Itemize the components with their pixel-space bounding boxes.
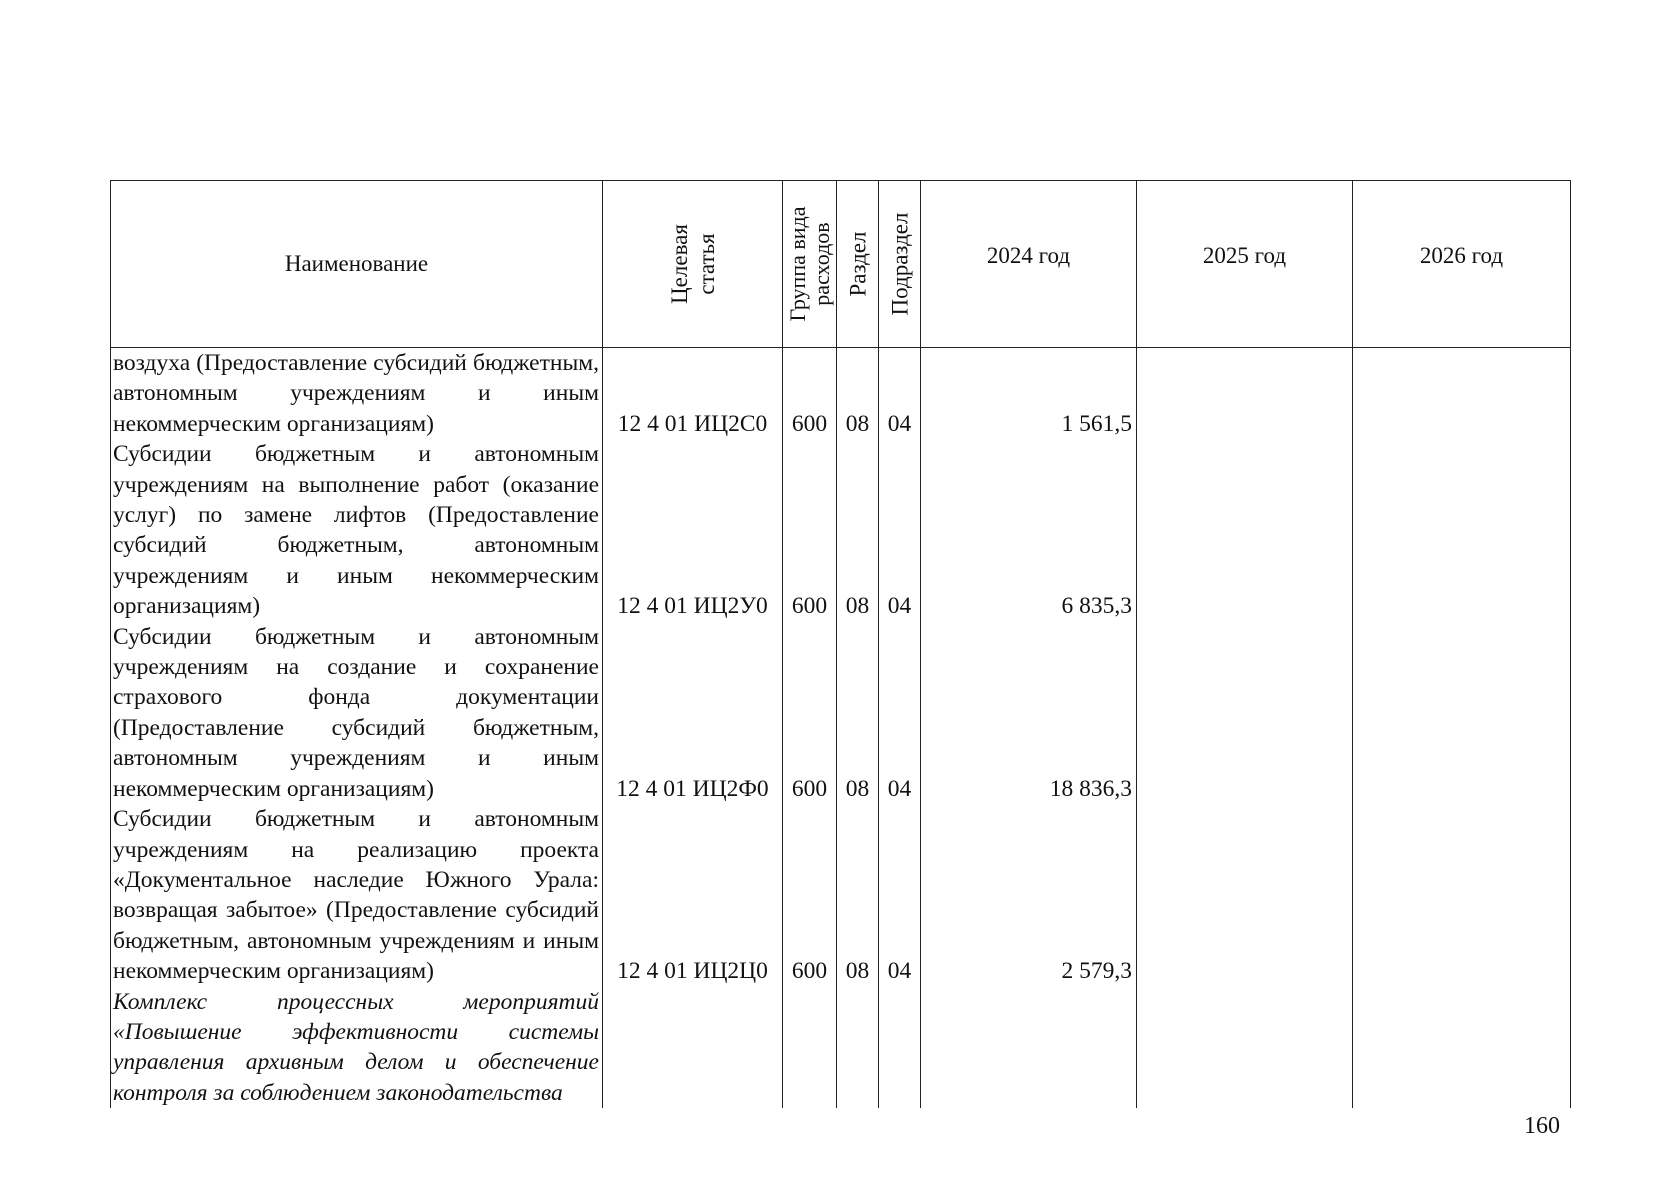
row-2025: [1137, 987, 1353, 1109]
row-subsection: [879, 987, 921, 1109]
row-target-article: 12 4 01 ИЦ2Ф0: [603, 622, 783, 804]
row-section: 08: [837, 622, 879, 804]
row-section: 08: [837, 439, 879, 621]
row-2024: 6 835,3: [921, 439, 1137, 621]
row-expense-group: 600: [783, 622, 837, 804]
row-2025: [1137, 439, 1353, 621]
row-2024: 18 836,3: [921, 622, 1137, 804]
row-target-article: 12 4 01 ИЦ2У0: [603, 439, 783, 621]
header-name: [111, 181, 603, 348]
header-name-label: Наименование: [284, 251, 429, 276]
header-subsection-label: Подраздел: [887, 212, 912, 316]
table-row: [111, 987, 1571, 1109]
header-row: [111, 181, 1571, 348]
row-name-complex: Комплекс процессных мероприятий «Повышение эффективности системы управления архивным делом и обеспечение контроля за соблюдением законодательства: [111, 987, 603, 1109]
row-section: 08: [837, 348, 879, 440]
row-2025: [1137, 622, 1353, 804]
row-subsection: 04: [879, 622, 921, 804]
header-subsection: [879, 181, 921, 348]
row-section: 08: [837, 804, 879, 986]
row-2026: [1353, 348, 1571, 440]
row-name: воздуха (Предоставление субсидий бюджетным, автономным учреждениям и иным некоммерческим организациям): [111, 348, 603, 440]
row-2025: [1137, 804, 1353, 986]
header-section-label: Раздел: [845, 231, 870, 297]
header-section: [837, 181, 879, 348]
header-2024-label: 2024 год: [986, 243, 1071, 268]
row-target-article: [603, 987, 783, 1109]
header-target-article-label: Целевая статья: [666, 224, 719, 304]
header-target-article: [603, 181, 783, 348]
row-subsection: 04: [879, 439, 921, 621]
row-2024: 1 561,5: [921, 348, 1137, 440]
row-subsection: 04: [879, 804, 921, 986]
row-section: [837, 987, 879, 1109]
table-row: [111, 804, 1571, 986]
table-row: [111, 439, 1571, 621]
header-2025: [1137, 181, 1353, 348]
header-2026-label: 2026 год: [1419, 243, 1504, 268]
header-expense-group: [783, 181, 837, 348]
row-2025: [1137, 348, 1353, 440]
header-2024: [921, 181, 1137, 348]
row-name: Субсидии бюджетным и автономным учреждениям на реализацию проекта «Документальное наследие Южного Урала: возвращая забытое» (Предоставление субсидий бюджетным, автономным учреждениям и иным некоммерческим организациям): [111, 804, 603, 986]
table-row: [111, 348, 1571, 440]
row-2026: [1353, 439, 1571, 621]
page-number: 160: [1524, 1113, 1560, 1139]
row-2024: 2 579,3: [921, 804, 1137, 986]
row-subsection: 04: [879, 348, 921, 440]
row-2026: [1353, 622, 1571, 804]
row-2026: [1353, 987, 1571, 1109]
row-2026: [1353, 804, 1571, 986]
row-expense-group: 600: [783, 348, 837, 440]
row-target-article: 12 4 01 ИЦ2Ц0: [603, 804, 783, 986]
row-expense-group: 600: [783, 804, 837, 986]
row-expense-group: [783, 987, 837, 1109]
row-name: Субсидии бюджетным и автономным учреждениям на выполнение работ (оказание услуг) по замене лифтов (Предоставление субсидий бюджетным, автономным учреждениям и иным некоммерческим организациям): [111, 439, 603, 621]
row-target-article: 12 4 01 ИЦ2С0: [603, 348, 783, 440]
header-2026: [1353, 181, 1571, 348]
row-name: Субсидии бюджетным и автономным учреждениям на создание и сохранение страхового фонда документации (Предоставление субсидий бюджетным, автономным учреждениям и иным некоммерческим организациям): [111, 622, 603, 804]
row-2024: [921, 987, 1137, 1109]
header-2025-label: 2025 год: [1202, 243, 1287, 268]
row-expense-group: 600: [783, 439, 837, 621]
budget-table: [110, 180, 1571, 1108]
header-expense-group-label: Группа вида расходов: [784, 206, 834, 322]
table-row: [111, 622, 1571, 804]
